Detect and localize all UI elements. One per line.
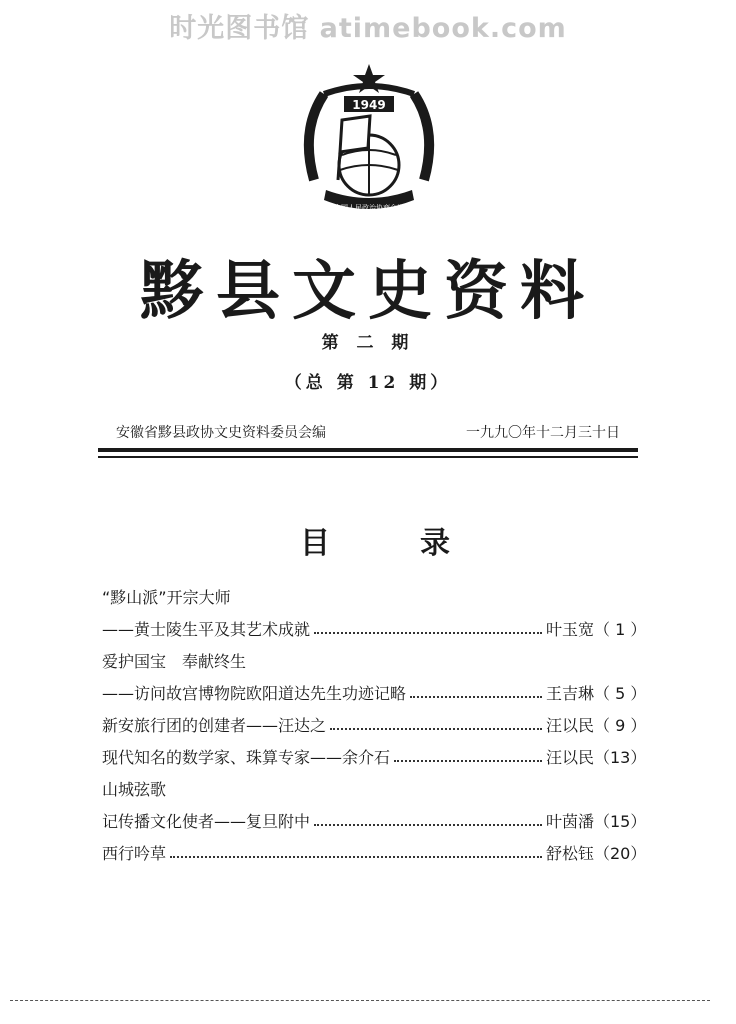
toc-entry-author: 叶茵潘: [545, 811, 594, 831]
toc-entry-title: 山城弦歌: [102, 779, 167, 799]
toc-leader-dots: [410, 678, 542, 698]
toc-entry-title: ——黄士陵生平及其艺术成就: [102, 619, 311, 639]
total-issue-number: （总 第 12 期）: [284, 373, 452, 393]
toc-entry-title: 西行吟草: [102, 843, 167, 863]
toc-entry: [102, 740, 647, 772]
toc-entry-author: 叶玉宽: [545, 619, 594, 639]
toc-entry: [102, 772, 638, 804]
toc-entry: [102, 644, 638, 676]
toc-leader-dots: [394, 742, 542, 762]
header-rule: [98, 448, 638, 452]
toc-entry: [102, 612, 647, 644]
publication-date: 一九九〇年十二月三十日: [466, 425, 620, 441]
toc-entry: [102, 708, 647, 740]
toc-entry-title: “黟山派”开宗大师: [102, 587, 231, 607]
toc-leader-dots: [330, 710, 542, 730]
publisher-line: 安徽省黟县政协文史资料委员会编: [116, 425, 326, 441]
toc-entry-page: （ 5 ）: [594, 683, 647, 703]
emblem-caption: 中国人民政治协商会议: [334, 204, 404, 212]
toc-entry-author: 汪以民: [545, 715, 594, 735]
toc-heading-char: 录: [420, 526, 450, 561]
toc-entry-page: （20）: [594, 843, 647, 863]
toc-entry-title: 爱护国宝 奉献终生: [102, 651, 247, 671]
toc-entry-page: （ 9 ）: [594, 715, 647, 735]
toc-entry-title: 记传播文化使者——复旦附中: [102, 811, 311, 831]
toc-entry-page: （13）: [594, 747, 647, 767]
header-rule-thin: [98, 456, 638, 458]
toc-leader-dots: [314, 614, 542, 634]
toc-leader-dots: [170, 838, 542, 858]
toc-entry: [102, 580, 638, 612]
toc-entry: [102, 676, 647, 708]
toc-entry-title: ——访问故宫博物院欧阳道达先生功迹记略: [102, 683, 407, 703]
toc-leader-dots: [314, 806, 542, 826]
table-of-contents: [102, 580, 647, 868]
document-title: 黟县文史资料: [140, 254, 596, 329]
cppcc-emblem-icon: [294, 60, 444, 220]
toc-entry: [102, 836, 647, 868]
toc-entry-page: （15）: [594, 811, 647, 831]
toc-entry-author: 王吉琳: [545, 683, 594, 703]
toc-entry: [102, 804, 647, 836]
toc-heading: [300, 518, 450, 562]
toc-entry-author: 汪以民: [545, 747, 594, 767]
toc-entry-author: 舒松钰: [545, 843, 594, 863]
emblem-year: 1949: [352, 98, 386, 112]
watermark-text: 时光图书馆 atimebook.com: [169, 13, 567, 44]
toc-entry-title: 现代知名的数学家、珠算专家——余介石: [102, 747, 391, 767]
page-edge-line: [10, 1000, 710, 1001]
issue-number: 第 二 期: [321, 333, 415, 353]
toc-entry-page: （ 1 ）: [594, 619, 647, 639]
toc-entry-title: 新安旅行团的创建者——汪达之: [102, 715, 327, 735]
toc-heading-char: 目: [300, 526, 330, 561]
